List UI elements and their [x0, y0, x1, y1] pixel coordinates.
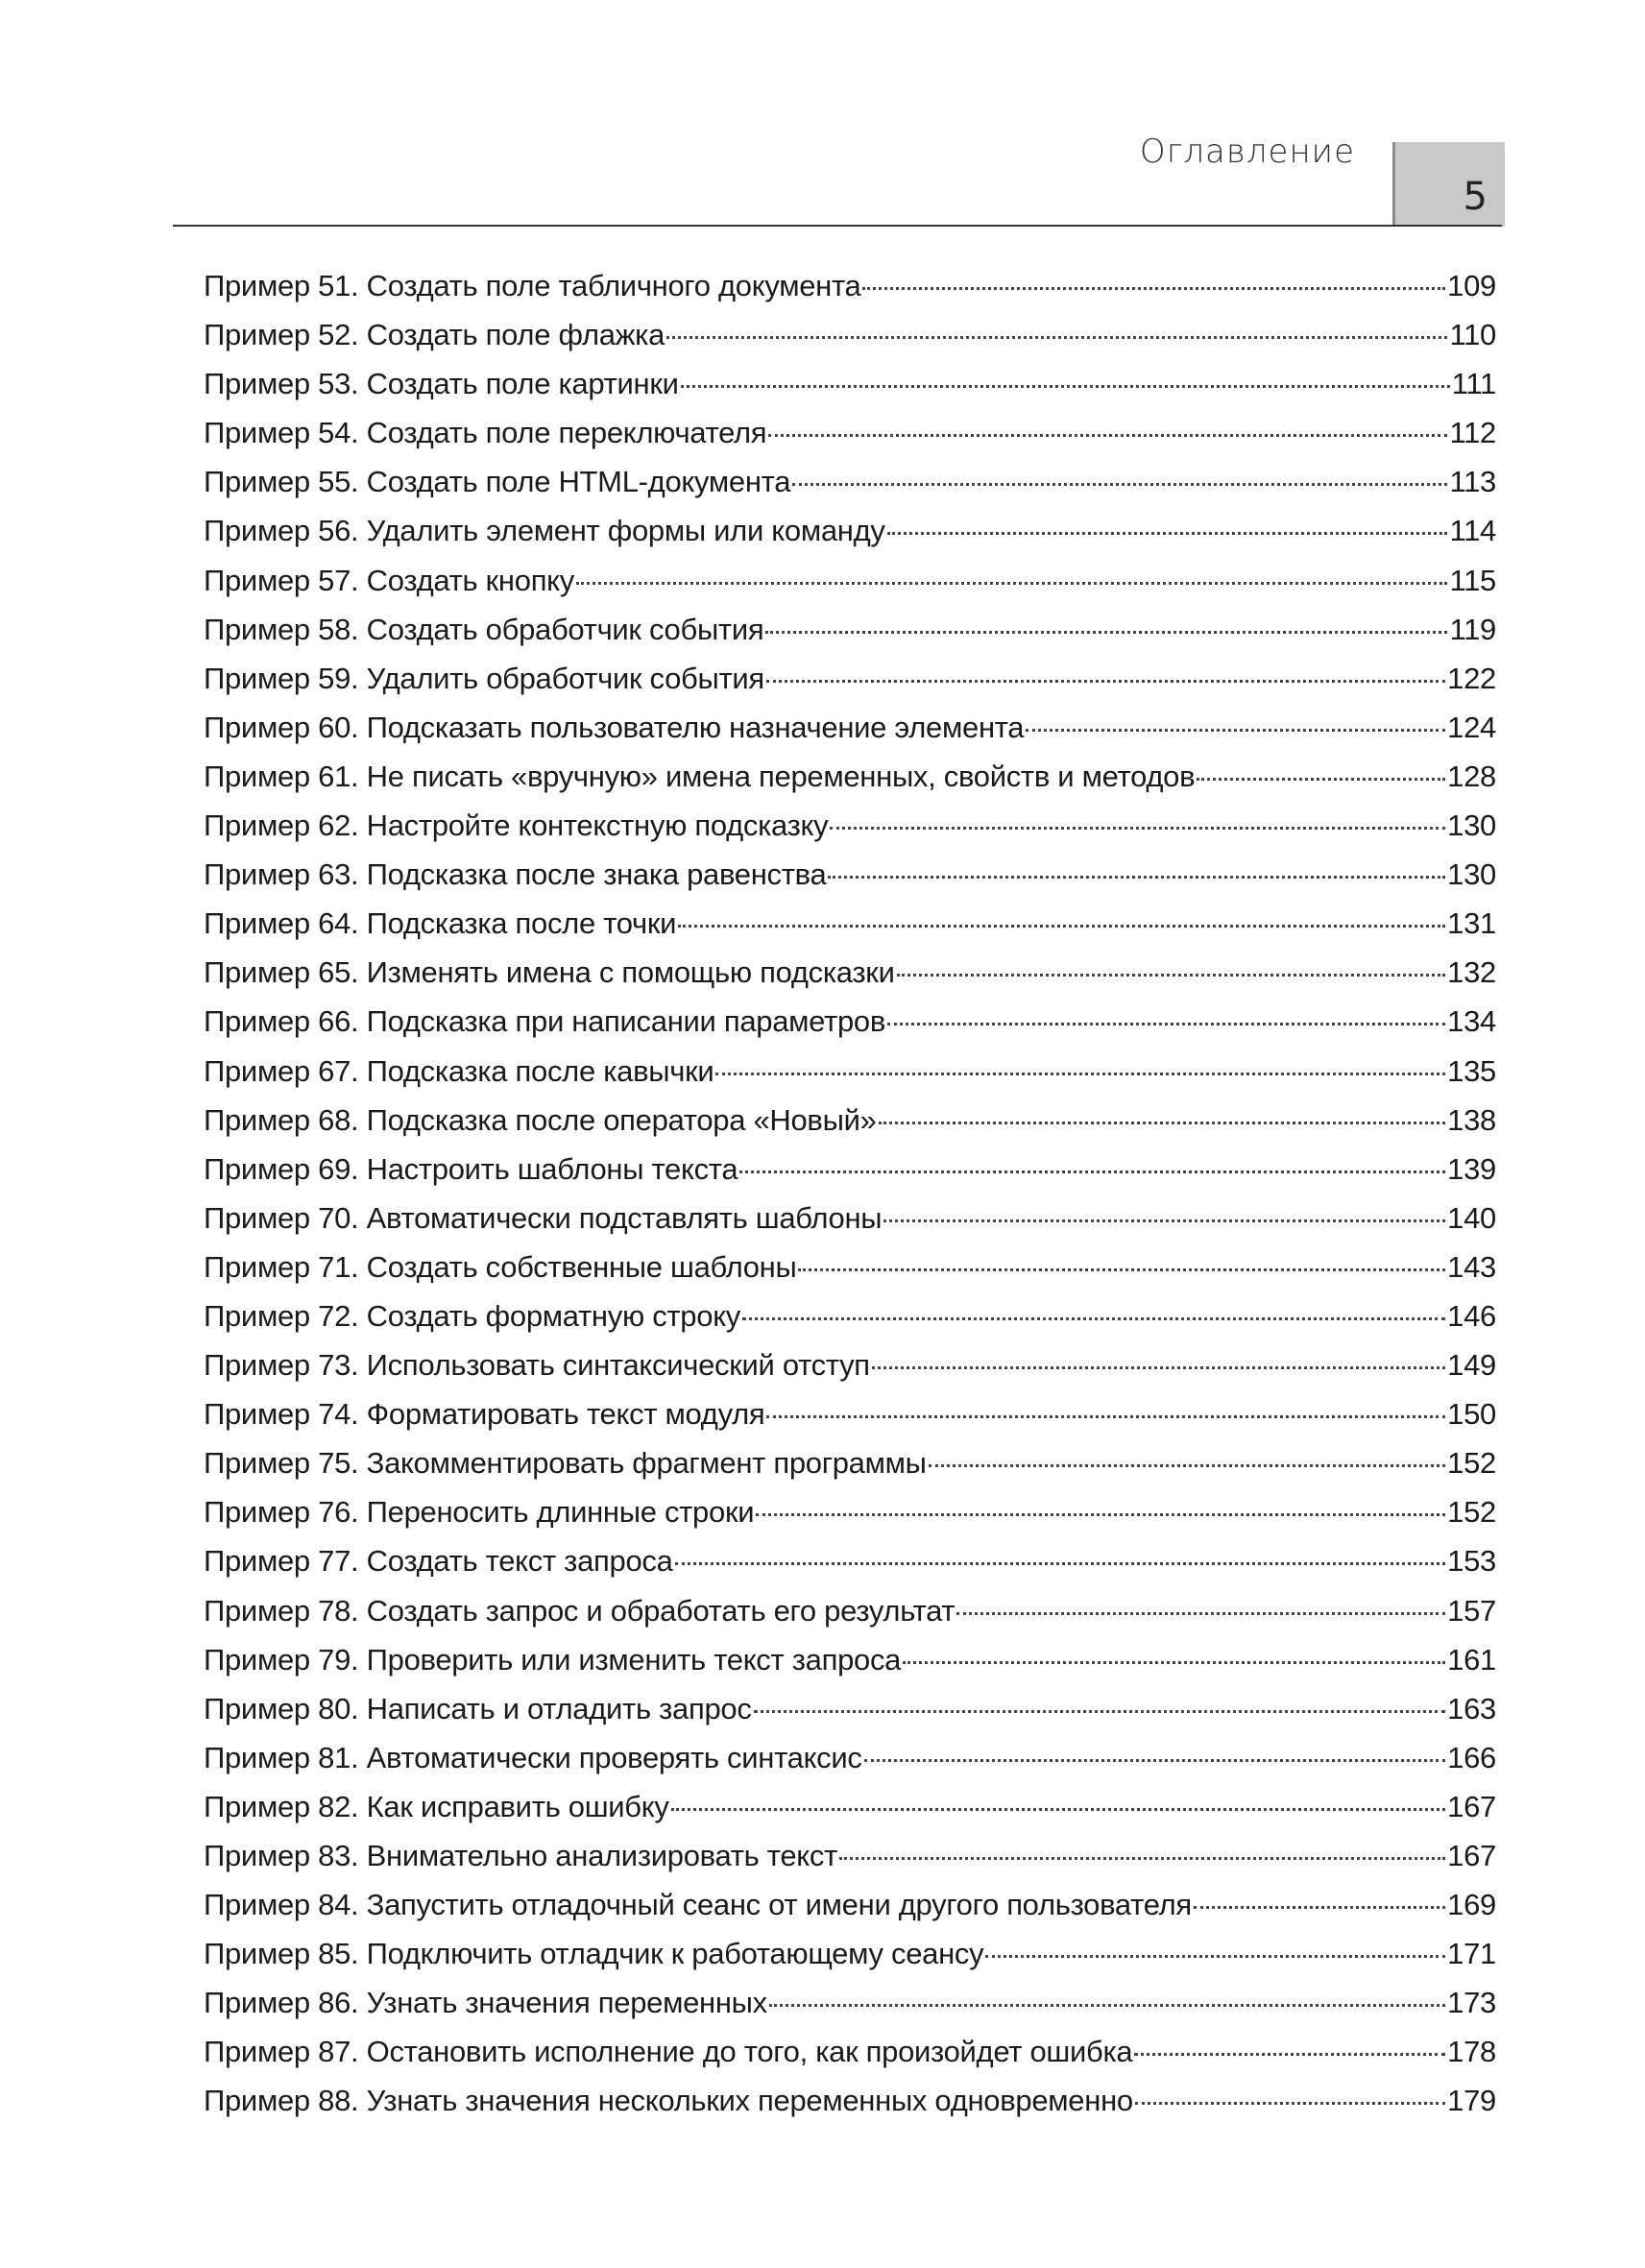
- toc-entry-page: 130: [1447, 857, 1496, 892]
- toc-entry: [204, 1438, 1496, 1487]
- toc-entry-page: 167: [1447, 1789, 1496, 1823]
- toc-entry-title: Пример 57. Создать кнопку: [204, 563, 574, 597]
- toc-dot-leader: [739, 1142, 1445, 1173]
- toc-entry: [204, 1340, 1496, 1389]
- toc-dot-leader: [754, 1681, 1446, 1713]
- toc-entry-page: 110: [1449, 318, 1496, 352]
- toc-dot-leader: [1134, 2024, 1445, 2056]
- toc-dot-leader: [766, 651, 1445, 683]
- toc-entry-title: Пример 86. Узнать значения переменных: [204, 1986, 767, 2020]
- toc-entry: [204, 1291, 1496, 1340]
- toc-entry: [204, 948, 1496, 997]
- toc-entry-page: 138: [1447, 1102, 1496, 1137]
- toc-dot-leader: [671, 1779, 1446, 1811]
- toc-entry: [204, 654, 1496, 703]
- page-number-tab: [1392, 142, 1505, 227]
- toc-entry: [204, 850, 1496, 899]
- toc-entry-title: Пример 64. Подсказка после точки: [204, 906, 677, 941]
- toc-entry: [204, 1929, 1496, 1978]
- toc-dot-leader: [903, 1632, 1445, 1664]
- toc-entry: [204, 752, 1496, 801]
- toc-entry-title: Пример 65. Изменять имена с помощью подсказки: [204, 955, 895, 990]
- toc-entry: [204, 1487, 1496, 1536]
- toc-entry-page: 140: [1447, 1200, 1496, 1235]
- toc-dot-leader: [828, 847, 1445, 879]
- toc-entry-page: 150: [1447, 1397, 1496, 1432]
- toc-dot-leader: [1197, 749, 1445, 781]
- toc-entry-page: 131: [1447, 906, 1496, 941]
- toc-entry-title: Пример 56. Удалить элемент формы или команду: [204, 514, 885, 548]
- toc-entry-title: Пример 87. Остановить исполнение до того, как произойдет ошибка: [204, 2035, 1133, 2069]
- toc-dot-leader: [678, 896, 1445, 928]
- toc-entry-page: 109: [1447, 269, 1496, 302]
- toc-entry-page: 135: [1447, 1053, 1496, 1088]
- toc-entry-title: Пример 67. Подсказка после кавычки: [204, 1053, 714, 1088]
- toc-entry-page: 171: [1447, 1937, 1496, 1971]
- toc-entry-title: Пример 75. Закомментировать фрагмент программы: [204, 1446, 927, 1481]
- toc-entry-page: 113: [1449, 465, 1496, 499]
- toc-entry-title: Пример 77. Создать текст запроса: [204, 1544, 673, 1579]
- toc-entry-title: Пример 51. Создать поле табличного документа: [204, 269, 861, 302]
- toc-dot-leader: [830, 798, 1445, 830]
- toc-entry: [204, 1536, 1496, 1585]
- toc-entry-page: 130: [1447, 808, 1496, 843]
- table-of-contents: [204, 261, 1496, 2126]
- toc-entry-title: Пример 84. Запустить отладочный сеанс от имени другого пользователя: [204, 1888, 1192, 1922]
- toc-entry-title: Пример 66. Подсказка при написании параметров: [204, 1004, 886, 1039]
- toc-entry-page: 111: [1451, 367, 1496, 401]
- toc-entry-title: Пример 59. Удалить обработчик события: [204, 661, 764, 695]
- toc-entry: [204, 506, 1496, 555]
- page-number: 5: [1463, 175, 1488, 219]
- toc-dot-leader: [864, 1730, 1446, 1762]
- toc-entry: [204, 997, 1496, 1046]
- toc-entry-page: 149: [1447, 1348, 1496, 1383]
- toc-entry: [204, 1635, 1496, 1684]
- toc-entry: [204, 1978, 1496, 2027]
- toc-entry: [204, 1096, 1496, 1145]
- toc-entry: [204, 1684, 1496, 1733]
- toc-entry-title: Пример 62. Настройте контекстную подсказку: [204, 808, 829, 843]
- toc-entry-page: 115: [1449, 563, 1496, 597]
- toc-dot-leader: [576, 553, 1447, 585]
- toc-entry-title: Пример 63. Подсказка после знака равенства: [204, 857, 827, 892]
- toc-entry: [204, 1047, 1496, 1096]
- toc-entry-page: 143: [1447, 1249, 1496, 1284]
- toc-entry-title: Пример 72. Создать форматную строку: [204, 1298, 741, 1333]
- toc-dot-leader: [956, 1583, 1445, 1615]
- toc-dot-leader: [742, 1289, 1445, 1320]
- toc-entry-page: 114: [1449, 514, 1496, 548]
- toc-entry-page: 169: [1447, 1888, 1496, 1922]
- toc-entry: [204, 1586, 1496, 1635]
- toc-entry-title: Пример 82. Как исправить ошибку: [204, 1789, 669, 1823]
- toc-entry: [204, 1782, 1496, 1831]
- toc-entry-page: 119: [1449, 612, 1496, 646]
- toc-entry-title: Пример 70. Автоматически подставлять шаблоны: [204, 1200, 883, 1235]
- toc-dot-leader: [1135, 2073, 1445, 2105]
- toc-entry-title: Пример 53. Создать поле картинки: [204, 367, 679, 401]
- toc-entry: [204, 1880, 1496, 1929]
- toc-dot-leader: [766, 1387, 1445, 1418]
- toc-entry-page: 153: [1447, 1544, 1496, 1579]
- toc-entry-page: 112: [1449, 416, 1496, 450]
- toc-entry-title: Пример 74. Форматировать текст модуля: [204, 1397, 765, 1432]
- toc-entry: [204, 359, 1496, 408]
- toc-dot-leader: [985, 1926, 1445, 1958]
- toc-dot-leader: [883, 1191, 1445, 1222]
- toc-entry-title: Пример 68. Подсказка после оператора «Новый»: [204, 1102, 877, 1137]
- toc-entry: [204, 899, 1496, 948]
- toc-dot-leader: [897, 945, 1446, 977]
- toc-entry-title: Пример 80. Написать и отладить запрос: [204, 1691, 752, 1725]
- toc-entry-page: 163: [1447, 1691, 1496, 1725]
- toc-entry-page: 157: [1447, 1593, 1496, 1628]
- toc-entry-title: Пример 78. Создать запрос и обработать его результат: [204, 1593, 956, 1628]
- toc-entry-page: 178: [1447, 2035, 1496, 2069]
- toc-entry-title: Пример 52. Создать поле флажка: [204, 318, 665, 352]
- toc-entry-title: Пример 81. Автоматически проверять синтаксис: [204, 1740, 862, 1774]
- toc-entry-title: Пример 76. Переносить длинные строки: [204, 1495, 755, 1530]
- toc-entry-title: Пример 55. Создать поле HTML-документа: [204, 465, 791, 499]
- toc-dot-leader: [681, 356, 1450, 388]
- toc-dot-leader: [666, 307, 1447, 339]
- toc-entry-page: 167: [1447, 1839, 1496, 1872]
- toc-entry: [204, 261, 1496, 310]
- toc-entry-page: 179: [1447, 2084, 1496, 2118]
- toc-dot-leader: [872, 1338, 1445, 1369]
- toc-dot-leader: [798, 1240, 1445, 1271]
- toc-entry: [204, 457, 1496, 506]
- toc-entry-page: 173: [1447, 1986, 1496, 2020]
- toc-entry-page: 124: [1447, 710, 1496, 744]
- toc-dot-leader: [715, 1044, 1445, 1075]
- running-header-title: Оглавление: [1139, 133, 1355, 171]
- toc-entry-page: 134: [1447, 1004, 1496, 1039]
- toc-entry: [204, 801, 1496, 850]
- toc-dot-leader: [879, 1093, 1446, 1124]
- toc-entry: [204, 1389, 1496, 1438]
- toc-entry: [204, 605, 1496, 654]
- toc-entry: [204, 2076, 1496, 2125]
- toc-entry-page: 139: [1447, 1151, 1496, 1186]
- toc-entry-title: Пример 58. Создать обработчик события: [204, 612, 764, 646]
- toc-dot-leader: [1026, 700, 1445, 732]
- toc-entry: [204, 556, 1496, 605]
- toc-dot-leader: [1194, 1877, 1445, 1909]
- toc-entry: [204, 408, 1496, 457]
- toc-entry-page: 122: [1447, 661, 1496, 695]
- toc-entry-title: Пример 61. Не писать «вручную» имена переменных, свойств и методов: [204, 759, 1196, 793]
- toc-dot-leader: [765, 602, 1447, 634]
- toc-dot-leader: [769, 1975, 1445, 2007]
- toc-entry-title: Пример 88. Узнать значения нескольких переменных одновременно: [204, 2084, 1133, 2118]
- toc-dot-leader: [756, 1484, 1445, 1516]
- toc-dot-leader: [929, 1436, 1446, 1467]
- toc-entry-title: Пример 60. Подсказать пользователю назначение элемента: [204, 710, 1025, 744]
- toc-entry-title: Пример 71. Создать собственные шаблоны: [204, 1249, 797, 1284]
- toc-entry-title: Пример 69. Настроить шаблоны текста: [204, 1151, 738, 1186]
- toc-entry: [204, 1194, 1496, 1243]
- toc-dot-leader: [887, 503, 1448, 535]
- toc-entry: [204, 1145, 1496, 1194]
- toc-dot-leader: [887, 994, 1445, 1025]
- toc-dot-leader: [839, 1828, 1445, 1860]
- toc-entry-page: 152: [1447, 1446, 1496, 1481]
- toc-entry-page: 166: [1447, 1740, 1496, 1774]
- toc-dot-leader: [675, 1533, 1446, 1565]
- toc-entry-title: Пример 54. Создать поле переключателя: [204, 416, 767, 450]
- toc-entry-page: 132: [1447, 955, 1496, 990]
- toc-entry: [204, 703, 1496, 752]
- toc-entry-title: Пример 83. Внимательно анализировать текст: [204, 1839, 837, 1872]
- toc-dot-leader: [792, 454, 1447, 486]
- toc-entry: [204, 1243, 1496, 1291]
- toc-entry-page: 161: [1447, 1642, 1496, 1677]
- toc-entry-page: 152: [1447, 1495, 1496, 1530]
- header-rule: [173, 225, 1502, 227]
- toc-dot-leader: [862, 258, 1445, 290]
- toc-entry-page: 146: [1447, 1298, 1496, 1333]
- toc-entry: [204, 1733, 1496, 1782]
- toc-entry: [204, 2027, 1496, 2076]
- toc-entry: [204, 310, 1496, 359]
- toc-dot-leader: [768, 405, 1447, 437]
- toc-entry-title: Пример 73. Использовать синтаксический отступ: [204, 1348, 870, 1383]
- toc-entry: [204, 1831, 1496, 1880]
- toc-entry-page: 128: [1447, 759, 1496, 793]
- toc-entry-title: Пример 79. Проверить или изменить текст запроса: [204, 1642, 902, 1677]
- toc-entry-title: Пример 85. Подключить отладчик к работающему сеансу: [204, 1937, 984, 1971]
